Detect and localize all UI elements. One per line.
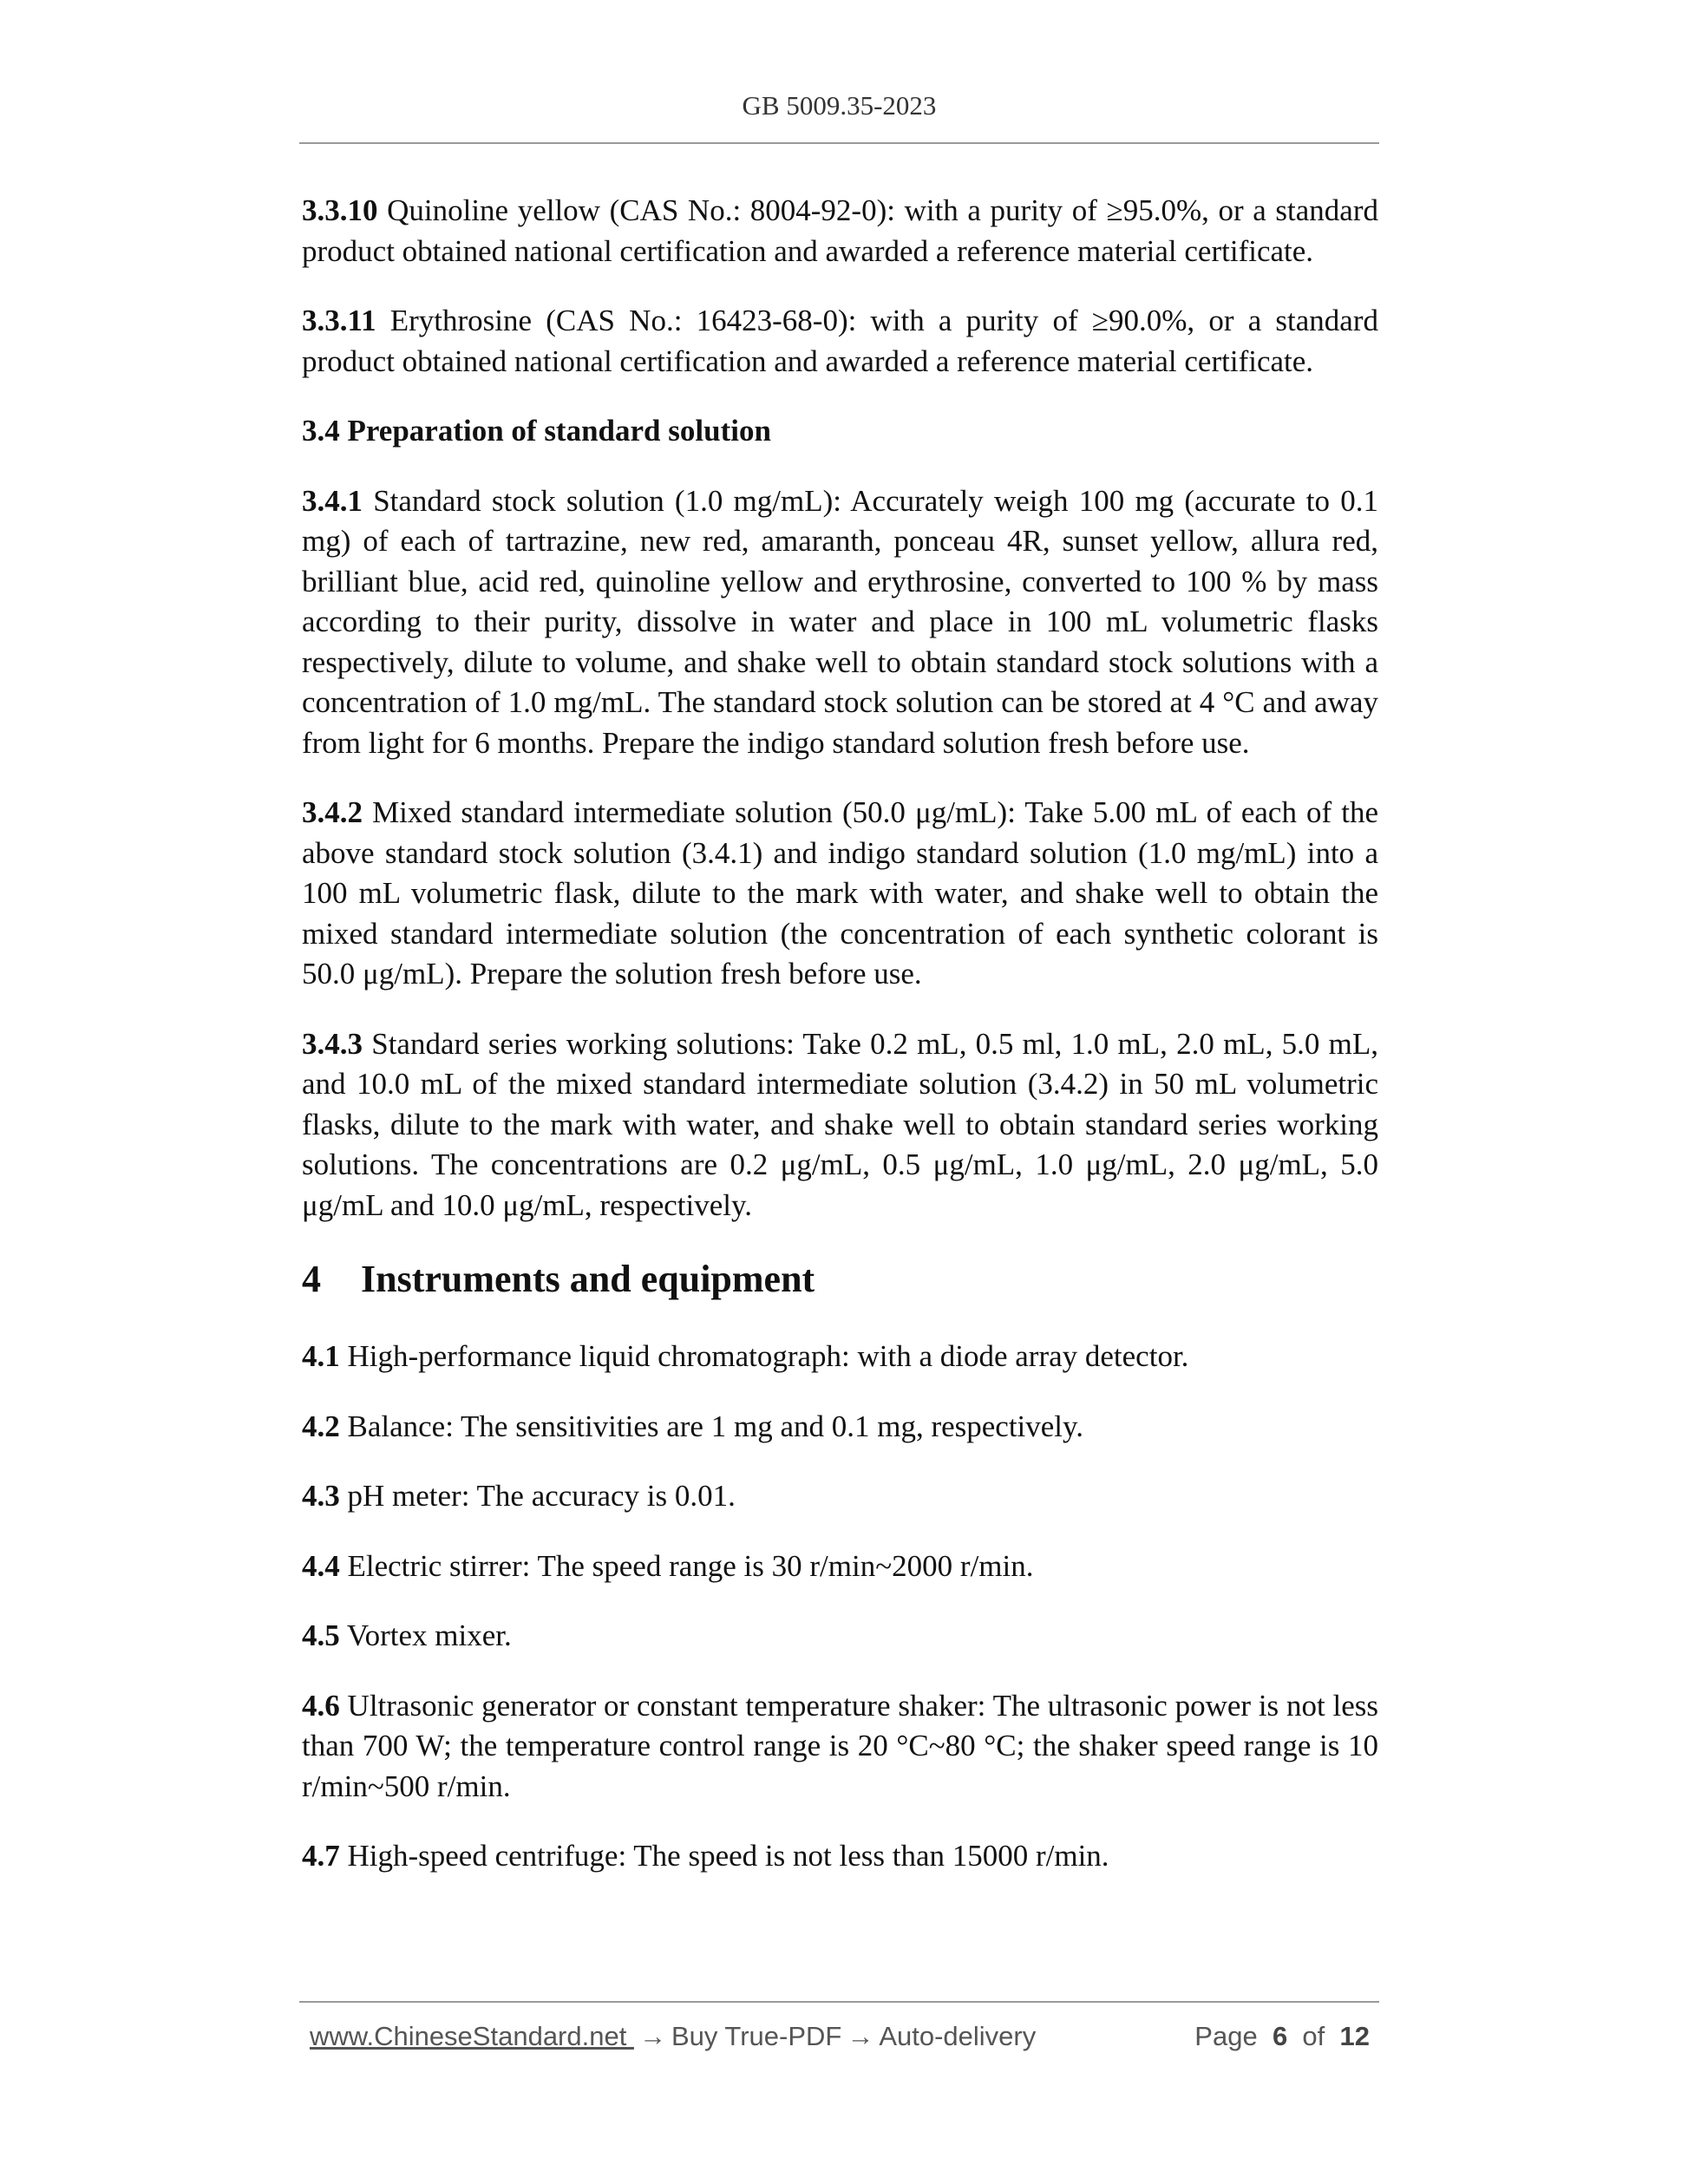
document-body xyxy=(302,191,1378,1877)
section-number: 4 xyxy=(302,1258,321,1300)
section-title: Instruments and equipment xyxy=(361,1258,815,1300)
buy-true-pdf-text: Buy True-PDF xyxy=(671,2021,842,2051)
clause-text: Standard stock solution (1.0 mg/mL): Accurately weigh 100 mg (accurate to 0.1 mg) of each of tartrazine, new red, amaranth, ponceau 4R, sunset yellow, allura red, brilliant blue, acid red, quinoline yellow and erythrosine, converted to 100 % by mass according to their purity, dissolve in water and place in 100 mL volumetric flasks respectively, dilute to volume, and shake well to obtain standard stock solutions with a concentration of 1.0 mg/mL. The standard stock solution can be stored at 4 °C and away from light for 6 months. Prepare the indigo standard solution fresh before use. xyxy=(302,483,1378,760)
clause-3-4-2 xyxy=(302,793,1378,995)
clause-text: Erythrosine (CAS No.: 16423-68-0): with a purity of ≥90.0%, or a standard product obtained national certification and awarded a reference material certificate. xyxy=(302,304,1378,378)
clause-number: 3.4.2 xyxy=(302,795,363,829)
clause-text: High-performance liquid chromatograph: with a diode array detector. xyxy=(339,1339,1189,1373)
subheading-3-4: 3.4 Preparation of standard solution xyxy=(302,414,771,448)
clause-text: pH meter: The accuracy is 0.01. xyxy=(339,1479,736,1513)
page-footer xyxy=(310,2021,1370,2061)
section-4-heading xyxy=(302,1255,1378,1304)
clause-number: 3.3.11 xyxy=(302,304,376,337)
clause-number: 4.3 xyxy=(302,1479,340,1513)
footer-promo xyxy=(310,2021,1036,2052)
clause-text: Vortex mixer. xyxy=(339,1618,512,1652)
clause-number: 4.2 xyxy=(302,1409,340,1443)
clause-4-2 xyxy=(302,1407,1378,1448)
clause-text: Standard series working solutions: Take 0.2 mL, 0.5 ml, 1.0 mL, 2.0 mL, 5.0 mL, and 10.0 mL of the mixed standard intermediate solution (3.4.2) in 50 mL volumetric flasks, dilute to the mark with water, and shake well to obtain standard series working solutions. The concentrations are 0.2 μg/mL, 0.5 μg/mL, 1.0 μg/mL, 2.0 μg/mL, 5.0 μg/mL and 10.0 μg/mL, respectively. xyxy=(302,1026,1378,1222)
header-divider xyxy=(299,142,1379,144)
clause-number: 4.6 xyxy=(302,1688,340,1723)
clause-text: Electric stirrer: The speed range is 30 r/min~2000 r/min. xyxy=(339,1548,1034,1583)
clause-text: Ultrasonic generator or constant temperature shaker: The ultrasonic power is not less than 700 W; the temperature control range is 20 °C~80 °C; the shaker speed range is 10 r/min~500 r/min. xyxy=(302,1688,1378,1803)
clause-3-4-1 xyxy=(302,481,1378,764)
page-number: 6 xyxy=(1272,2021,1288,2051)
clause-3-4-3 xyxy=(302,1024,1378,1226)
clause-4-6 xyxy=(302,1686,1378,1808)
page-total: 12 xyxy=(1339,2021,1370,2051)
clause-4-1 xyxy=(302,1337,1378,1377)
arrow-right-icon: → xyxy=(638,2021,666,2051)
clause-4-3 xyxy=(302,1476,1378,1517)
arrow-right-icon: → xyxy=(847,2021,874,2051)
clause-number: 4.5 xyxy=(302,1618,340,1652)
clause-text: High-speed centrifuge: The speed is not less than 15000 r/min. xyxy=(339,1839,1109,1873)
footer-divider xyxy=(299,2001,1379,2003)
page-header: GB 5009.35-2023 xyxy=(742,90,937,121)
clause-number: 4.1 xyxy=(302,1339,340,1373)
clause-text: Mixed standard intermediate solution (50.0 μg/mL): Take 5.00 mL of each of the above standard stock solution (3.4.1) and indigo standard solution (1.0 mg/mL) into a 100 mL volumetric flask, dilute to the mark with water, and shake well to obtain the mixed standard intermediate solution (the concentration of each synthetic colorant is 50.0 μg/mL). Prepare the solution fresh before use. xyxy=(302,795,1378,991)
clause-number: 3.4.3 xyxy=(302,1026,363,1061)
clause-number: 3.4.1 xyxy=(302,483,363,518)
website-link[interactable]: www.ChineseStandard.net xyxy=(310,2021,634,2051)
clause-3-3-10 xyxy=(302,191,1378,271)
page-label: Page xyxy=(1194,2021,1258,2051)
clause-number: 4.4 xyxy=(302,1548,340,1583)
clause-text: Balance: The sensitivities are 1 mg and 0.1 mg, respectively. xyxy=(339,1409,1084,1443)
auto-delivery-text: Auto-delivery xyxy=(879,2021,1037,2051)
clause-4-4 xyxy=(302,1546,1378,1587)
clause-4-5 xyxy=(302,1616,1378,1657)
of-label: of xyxy=(1302,2021,1325,2051)
clause-number: 3.3.10 xyxy=(302,193,378,227)
page-indicator xyxy=(1194,2021,1370,2052)
clause-3-3-11 xyxy=(302,301,1378,382)
clause-text: Quinoline yellow (CAS No.: 8004-92-0): with a purity of ≥95.0%, or a standard product obtained national certification and awarded a reference material certificate. xyxy=(302,193,1378,268)
clause-number: 4.7 xyxy=(302,1839,340,1873)
clause-4-7 xyxy=(302,1836,1378,1877)
